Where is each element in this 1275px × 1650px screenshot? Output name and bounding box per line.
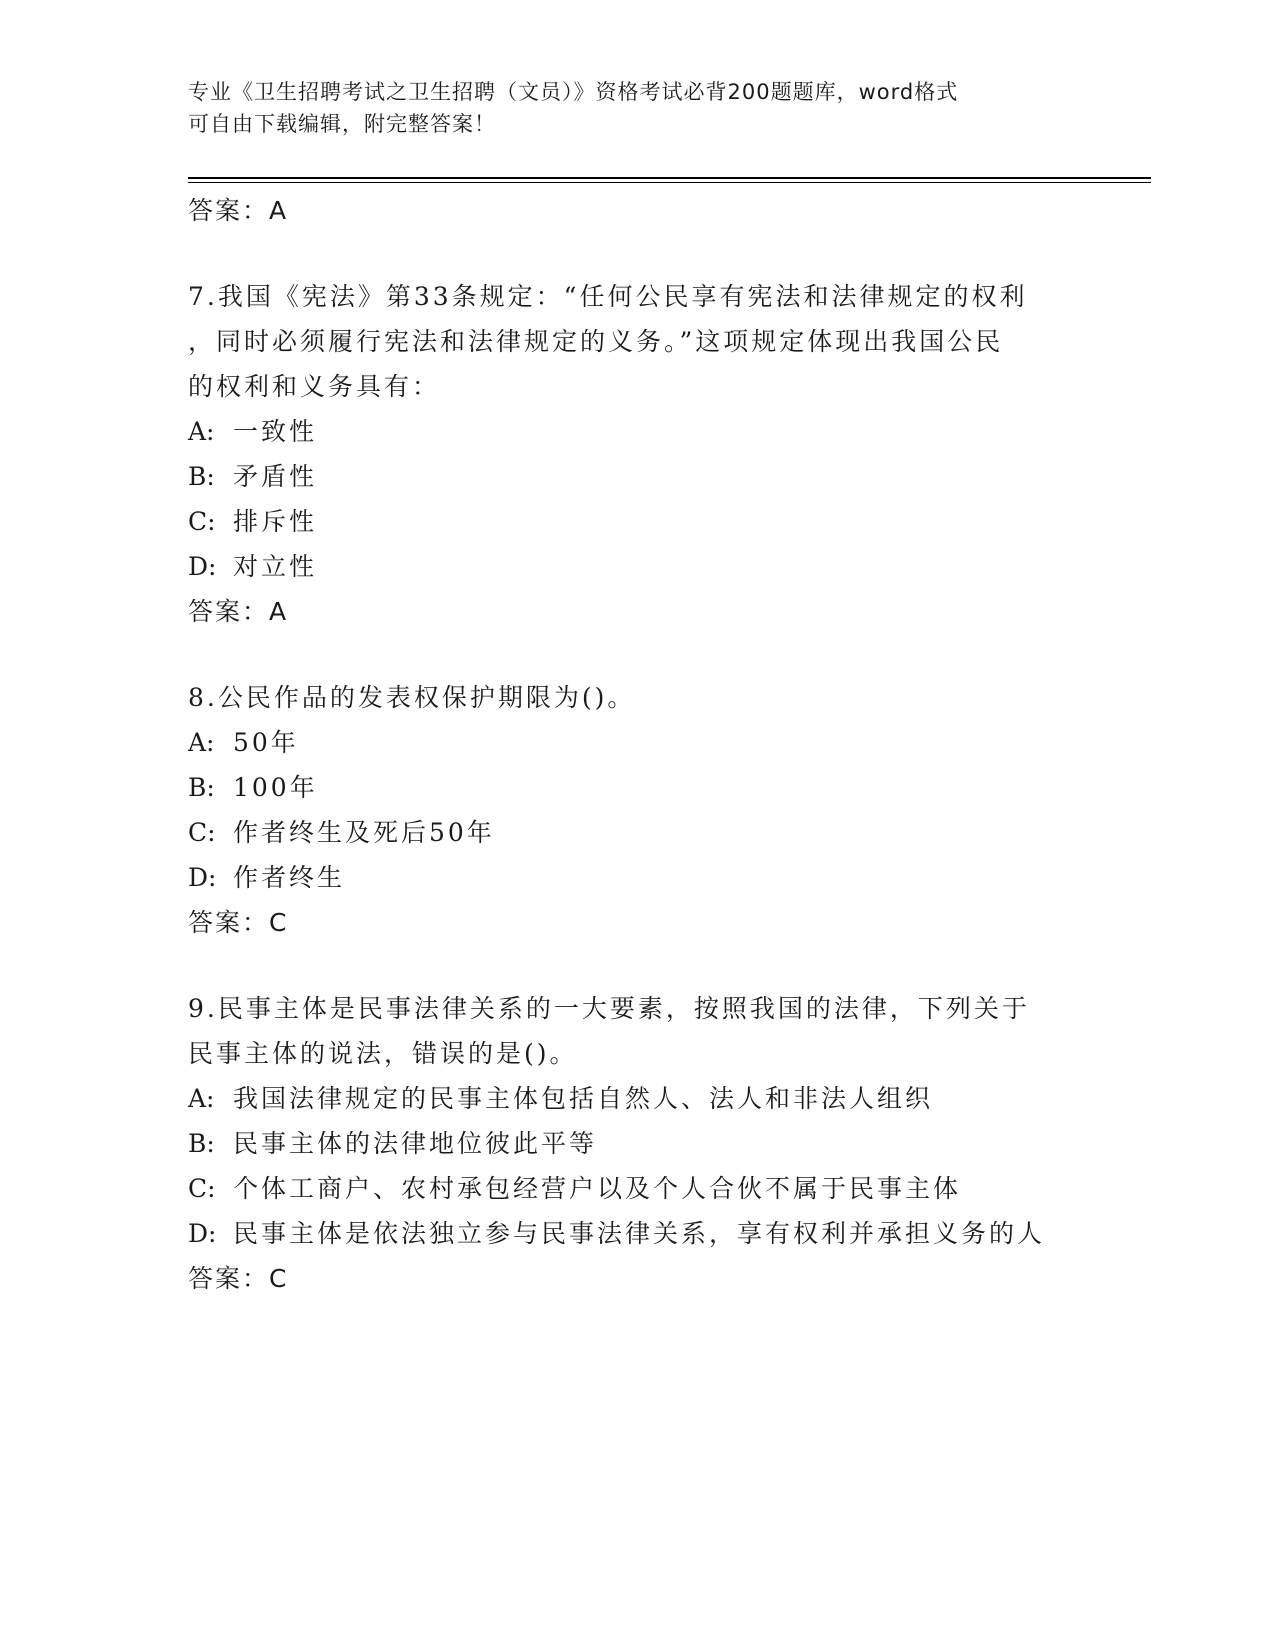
option-key: C: [188,1174,216,1203]
option-a [188,720,1088,765]
option-text: 个体工商户、农村承包经营户以及个人合伙不属于民事主体 [233,1174,962,1203]
option-text: 民事主体的法律地位彼此平等 [233,1129,598,1158]
question-stem [188,274,1088,409]
question-stem-line: 9.民事主体是民事法律关系的一大要素，按照我国的法律，下列关于 [188,994,1030,1023]
option-key: A: [188,417,215,446]
option-text: 一致性 [233,417,318,446]
option-text: 作者终生及死后50年 [233,818,495,847]
option-a [188,1076,1088,1121]
question-stem-line: 7.我国《宪法》第33条规定：“任何公民享有宪法和法律规定的权利 [188,282,1028,311]
option-text: 作者终生 [233,863,346,892]
option-d [188,1211,1088,1256]
option-key: D: [188,1219,217,1248]
answer-line: 答案：C [188,1264,289,1293]
option-key: B: [188,462,215,491]
option-d [188,855,1088,900]
question-stem-line: 民事主体的说法，错误的是()。 [188,1039,578,1068]
option-b [188,765,1088,810]
option-key: A: [188,1084,215,1113]
question-stem [188,986,1088,1076]
question-block [188,675,1088,946]
option-text: 民事主体是依法独立参与民事法律关系，享有权利并承担义务的人 [233,1219,1046,1248]
option-a [188,409,1088,454]
option-key: B: [188,1129,215,1158]
document-body [188,188,1088,1302]
question-stem-line: ，同时必须履行宪法和法律规定的义务。”这项规定体现出我国公民 [188,327,1004,356]
answer-line: 答案：A [188,597,289,626]
question-stem [188,675,1088,720]
option-c [188,499,1088,544]
answer-line: 答案：A [188,196,289,225]
option-text: 100年 [233,773,318,802]
header-rule-thin [188,182,1151,183]
option-key: C: [188,507,216,536]
option-text: 矛盾性 [233,462,318,491]
spacer [188,234,1088,274]
option-text: 排斥性 [233,507,318,536]
document-header [188,76,1068,140]
question-stem-line: 8.公民作品的发表权保护期限为()。 [188,683,636,712]
option-d [188,544,1088,589]
spacer [188,635,1088,675]
option-key: D: [188,552,217,581]
option-key: C: [188,818,216,847]
header-line-1: 专业《卫生招聘考试之卫生招聘（文员）》资格考试必背200题题库，word格式 [188,80,959,104]
header-line-2: 可自由下载编辑，附完整答案！ [188,112,496,136]
option-key: B: [188,773,215,802]
option-b [188,1121,1088,1166]
question-stem-line: 的权利和义务具有： [188,372,441,401]
option-text: 对立性 [233,552,318,581]
question-block [188,986,1088,1302]
option-text: 50年 [233,728,299,757]
option-key: D: [188,863,217,892]
question-block [188,274,1088,635]
answer-line: 答案：C [188,908,289,937]
option-key: A: [188,728,215,757]
option-text: 我国法律规定的民事主体包括自然人、法人和非法人组织 [233,1084,934,1113]
option-b [188,454,1088,499]
option-c [188,1166,1088,1211]
spacer [188,946,1088,986]
option-c [188,810,1088,855]
header-rule-thick [188,177,1151,179]
